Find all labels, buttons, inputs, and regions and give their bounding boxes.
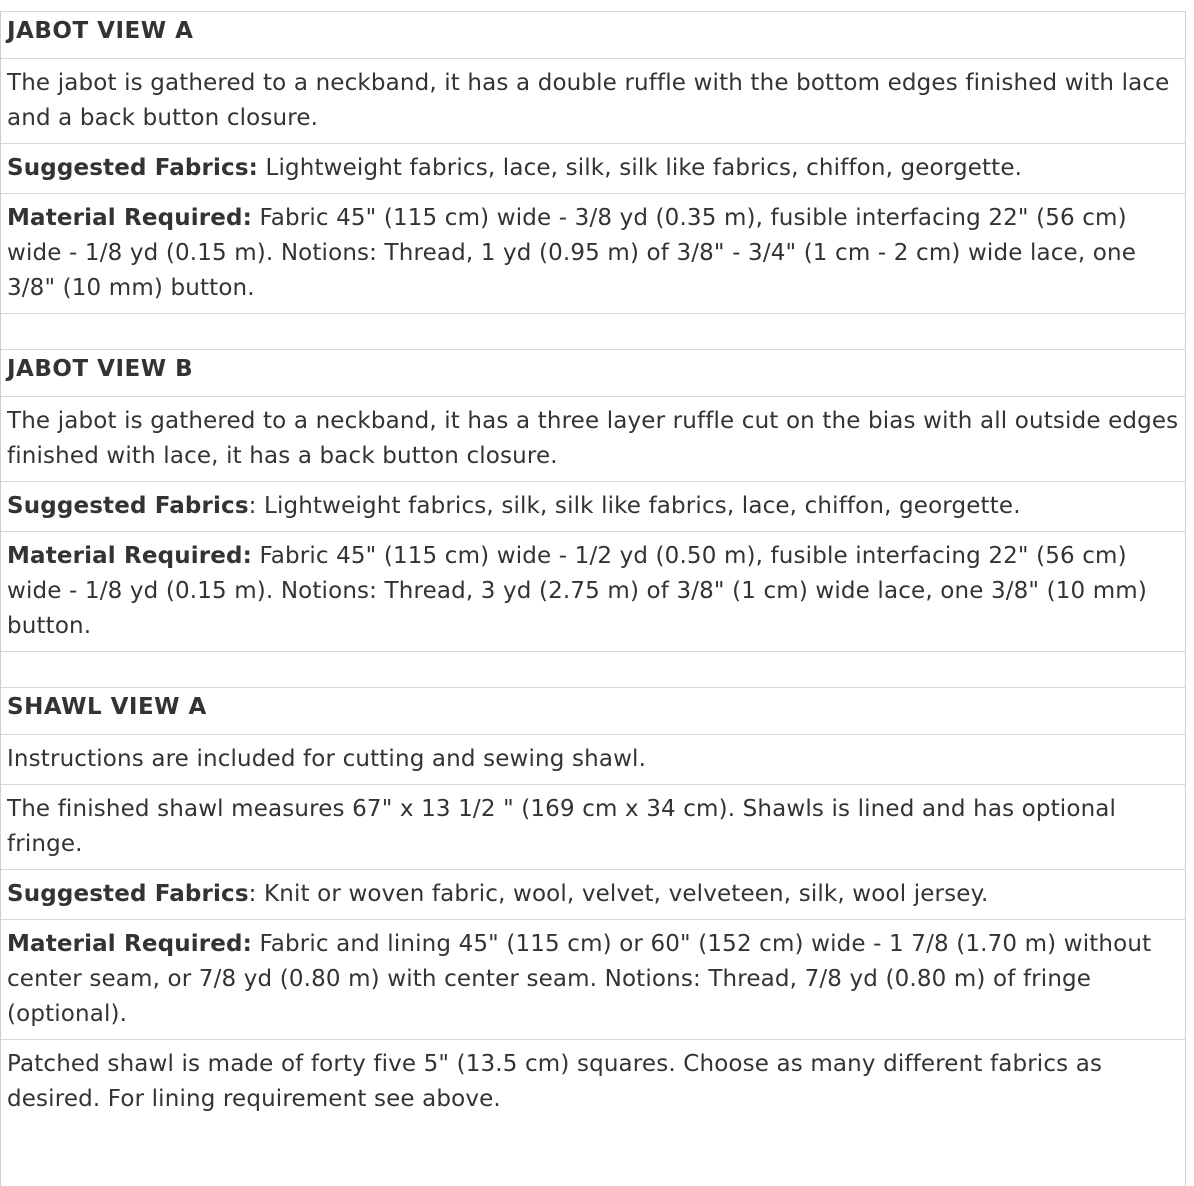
section-spacer	[1, 313, 1185, 349]
shawl-view-a-suggested-fabrics	[1, 869, 1185, 919]
shawl-view-a-heading: SHAWL VIEW A	[1, 687, 1185, 734]
suggested-fabrics-text: : Knit or woven fabric, wool, velvet, velveteen, silk, wool jersey.	[248, 881, 989, 907]
shawl-view-a-measures: The finished shawl measures 67" x 13 1/2 " (169 cm x 34 cm). Shawls is lined and has optional fringe.	[1, 784, 1185, 869]
jabot-view-a-suggested-fabrics	[1, 143, 1185, 193]
suggested-fabrics-text: : Lightweight fabrics, silk, silk like fabrics, lace, chiffon, georgette.	[248, 493, 1021, 519]
jabot-view-b-material-required	[1, 531, 1185, 651]
shawl-view-a-material-required	[1, 919, 1185, 1039]
shawl-view-a-instructions: Instructions are included for cutting and sewing shawl.	[1, 734, 1185, 784]
suggested-fabrics-text: Lightweight fabrics, lace, silk, silk like fabrics, chiffon, georgette.	[258, 155, 1023, 181]
pattern-description-document	[0, 11, 1186, 1186]
material-required-label: Material Required:	[7, 205, 252, 231]
material-required-text: Fabric 45" (115 cm) wide - 1/2 yd (0.50 m), fusible interfacing 22" (56 cm) wide - 1/8 yd (0.15 m). Notions: Thread, 3 yd (2.75 m) of 3/8" (1 cm) wide lace, one 3/8" (10 mm) button.	[7, 543, 1147, 639]
jabot-view-a-material-required	[1, 193, 1185, 313]
suggested-fabrics-label: Suggested Fabrics	[7, 493, 249, 519]
jabot-view-a-heading: JABOT VIEW A	[1, 11, 1185, 58]
material-required-text: Fabric 45" (115 cm) wide - 3/8 yd (0.35 m), fusible interfacing 22" (56 cm) wide - 1/8 yd (0.15 m). Notions: Thread, 1 yd (0.95 m) of 3/8" - 3/4" (1 cm - 2 cm) wide lace, one 3/8" (10 mm) button.	[7, 205, 1137, 301]
material-required-label: Material Required:	[7, 543, 252, 569]
jabot-view-b-suggested-fabrics	[1, 481, 1185, 531]
material-required-text: Fabric and lining 45" (115 cm) or 60" (152 cm) wide - 1 7/8 (1.70 m) without center seam, or 7/8 yd (0.80 m) with center seam. Notions: Thread, 7/8 yd (0.80 m) of fringe (optional).	[7, 931, 1152, 1027]
suggested-fabrics-label: Suggested Fabrics	[7, 881, 249, 907]
jabot-view-a-description: The jabot is gathered to a neckband, it has a double ruffle with the bottom edges finished with lace and a back button closure.	[1, 58, 1185, 143]
shawl-view-a-patched-note: Patched shawl is made of forty five 5" (13.5 cm) squares. Choose as many different fabrics as desired. For lining requirement see above.	[1, 1039, 1185, 1124]
material-required-label: Material Required:	[7, 931, 252, 957]
section-spacer	[1, 651, 1185, 687]
jabot-view-b-heading: JABOT VIEW B	[1, 349, 1185, 396]
jabot-view-b-description: The jabot is gathered to a neckband, it has a three layer ruffle cut on the bias with all outside edges finished with lace, it has a back button closure.	[1, 396, 1185, 481]
suggested-fabrics-label: Suggested Fabrics:	[7, 155, 259, 181]
